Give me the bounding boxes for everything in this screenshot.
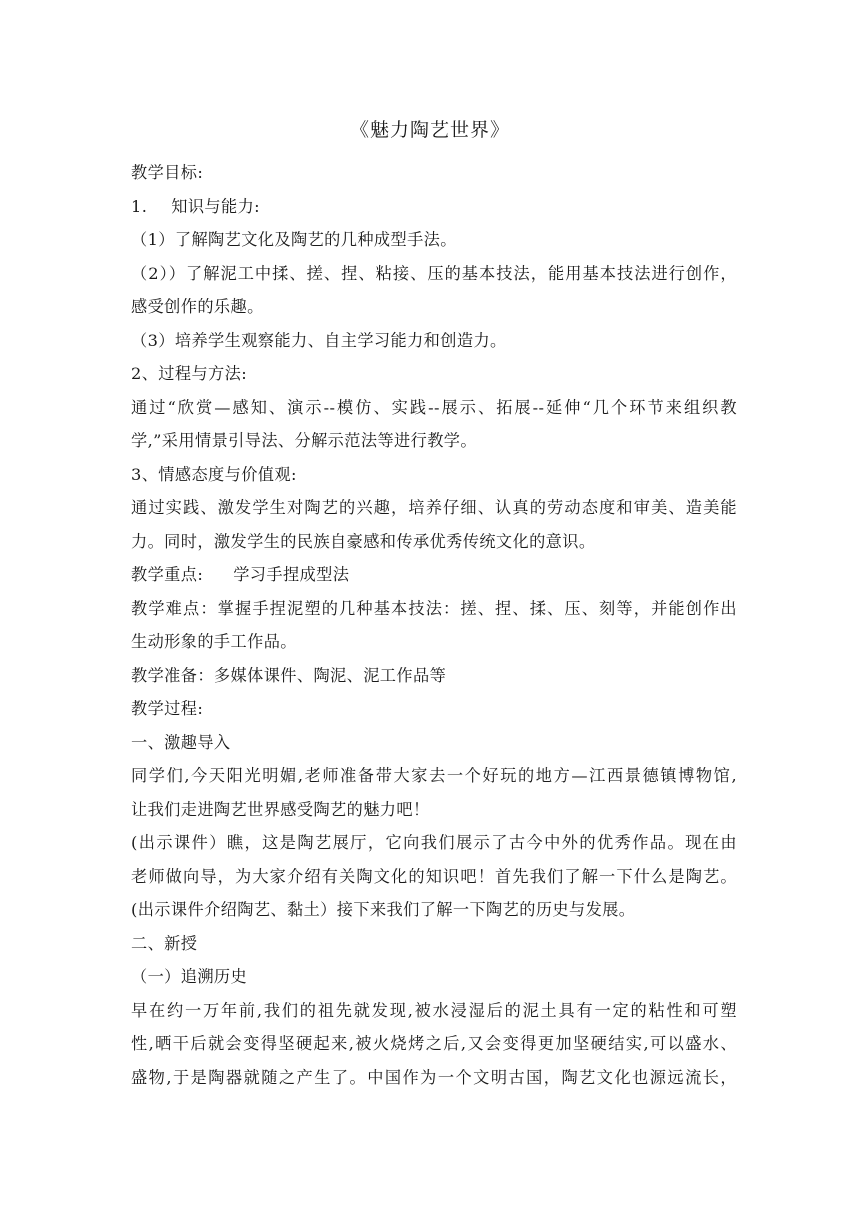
text-line <box>131 1061 737 1095</box>
text-line-content: 力。同时，激发学生的民族自豪感和传承优秀传统文化的意识。 <box>131 531 596 551</box>
text-line-content: 性,晒干后就会变得坚硬起来,被火烧烤之后,又会变得更加坚硬结实,可以盛水、 <box>131 1034 737 1053</box>
text-line-content: 1. <box>131 196 148 216</box>
text-line <box>131 223 737 257</box>
text-line <box>131 458 737 492</box>
text-line <box>131 893 737 927</box>
text-line <box>131 994 737 1028</box>
text-line <box>131 558 737 592</box>
text-line <box>131 525 737 559</box>
text-line-content: 3、情感态度与价值观: <box>131 464 297 484</box>
text-line-content: 老师做向导，为大家介绍有关陶文化的知识吧！首先我们了解一下什么是陶艺。 <box>131 866 737 886</box>
text-line-content: （3）培养学生观察能力、自主学习能力和创造力。 <box>131 330 507 350</box>
text-line <box>131 257 737 291</box>
text-line-content: （2））了解泥工中揉、搓、捏、粘接、压的基本技法，能用基本技法进行创作， <box>131 263 737 283</box>
text-line <box>131 491 737 525</box>
text-line <box>131 391 737 425</box>
text-line-content: 二、新授 <box>131 933 198 953</box>
text-line <box>131 826 737 860</box>
text-line-content: (出示课件介绍陶艺、黏土）接下来我们了解一下陶艺的历史与发展。 <box>131 900 636 919</box>
text-line <box>131 592 737 626</box>
text-line <box>131 927 737 961</box>
text-line-content: 教学难点：掌握手捏泥塑的几种基本技法：搓、捏、揉、压、刻等，并能创作出 <box>131 598 737 618</box>
text-line <box>131 290 737 324</box>
text-line <box>131 860 737 894</box>
text-line-content: 让我们走进陶艺世界感受陶艺的魅力吧！ <box>131 799 430 819</box>
text-line-content: 生动形象的手工作品。 <box>131 632 297 651</box>
text-line <box>131 726 737 760</box>
text-line-content-secondary: 学习手捏成型法 <box>233 565 350 584</box>
text-line-content: 一、激趣导入 <box>131 732 231 752</box>
text-line-content: 教学重点: <box>131 565 204 584</box>
text-line-content: 教学目标: <box>131 163 204 182</box>
text-line <box>131 324 737 358</box>
text-line <box>131 424 737 458</box>
text-line-content: 盛物,于是陶器就随之产生了。中国作为一个文明古国，陶艺文化也源远流长， <box>131 1067 737 1087</box>
text-line-content: 同学们,今天阳光明媚,老师准备带大家去一个好玩的地方—江西景德镇博物馆, <box>131 766 737 785</box>
text-line <box>131 190 737 224</box>
text-line <box>131 793 737 827</box>
text-line-content: 教学过程: <box>131 699 204 718</box>
document-title: 《魅力陶艺世界》 <box>349 119 510 141</box>
text-line-content: 2、过程与方法: <box>131 364 248 383</box>
text-line-content: 早在约一万年前,我们的祖先就发现,被水浸湿后的泥土具有一定的粘性和可塑 <box>131 1000 737 1020</box>
text-line <box>131 625 737 659</box>
text-line-content: 通过“欣赏—感知、演示--模仿、实践--展示、拓展--延伸“几个环节来组织教 <box>131 397 737 417</box>
text-line <box>131 692 737 726</box>
text-line <box>131 1027 737 1061</box>
text-line-content-secondary: 知识与能力: <box>171 196 261 216</box>
text-line <box>131 357 737 391</box>
text-line-content: 学,”采用情景引导法、分解示范法等进行教学。 <box>131 431 477 450</box>
text-line <box>131 960 737 994</box>
text-line-content: （一）追溯历史 <box>131 967 248 986</box>
text-line <box>131 759 737 793</box>
text-line-content: 感受创作的乐趣。 <box>131 297 264 316</box>
document-body <box>131 156 737 1094</box>
text-line <box>131 659 737 693</box>
text-line <box>131 156 737 190</box>
text-line-content: (出示课件）瞧，这是陶艺展厅，它向我们展示了古今中外的优秀作品。现在由 <box>131 833 737 852</box>
text-line-content: 教学准备：多媒体课件、陶泥、泥工作品等 <box>131 665 447 685</box>
text-line-content: 通过实践、激发学生对陶艺的兴趣，培养仔细、认真的劳动态度和审美、造美能 <box>131 498 737 517</box>
text-line-content: （1）了解陶艺文化及陶艺的几种成型手法。 <box>131 230 457 249</box>
